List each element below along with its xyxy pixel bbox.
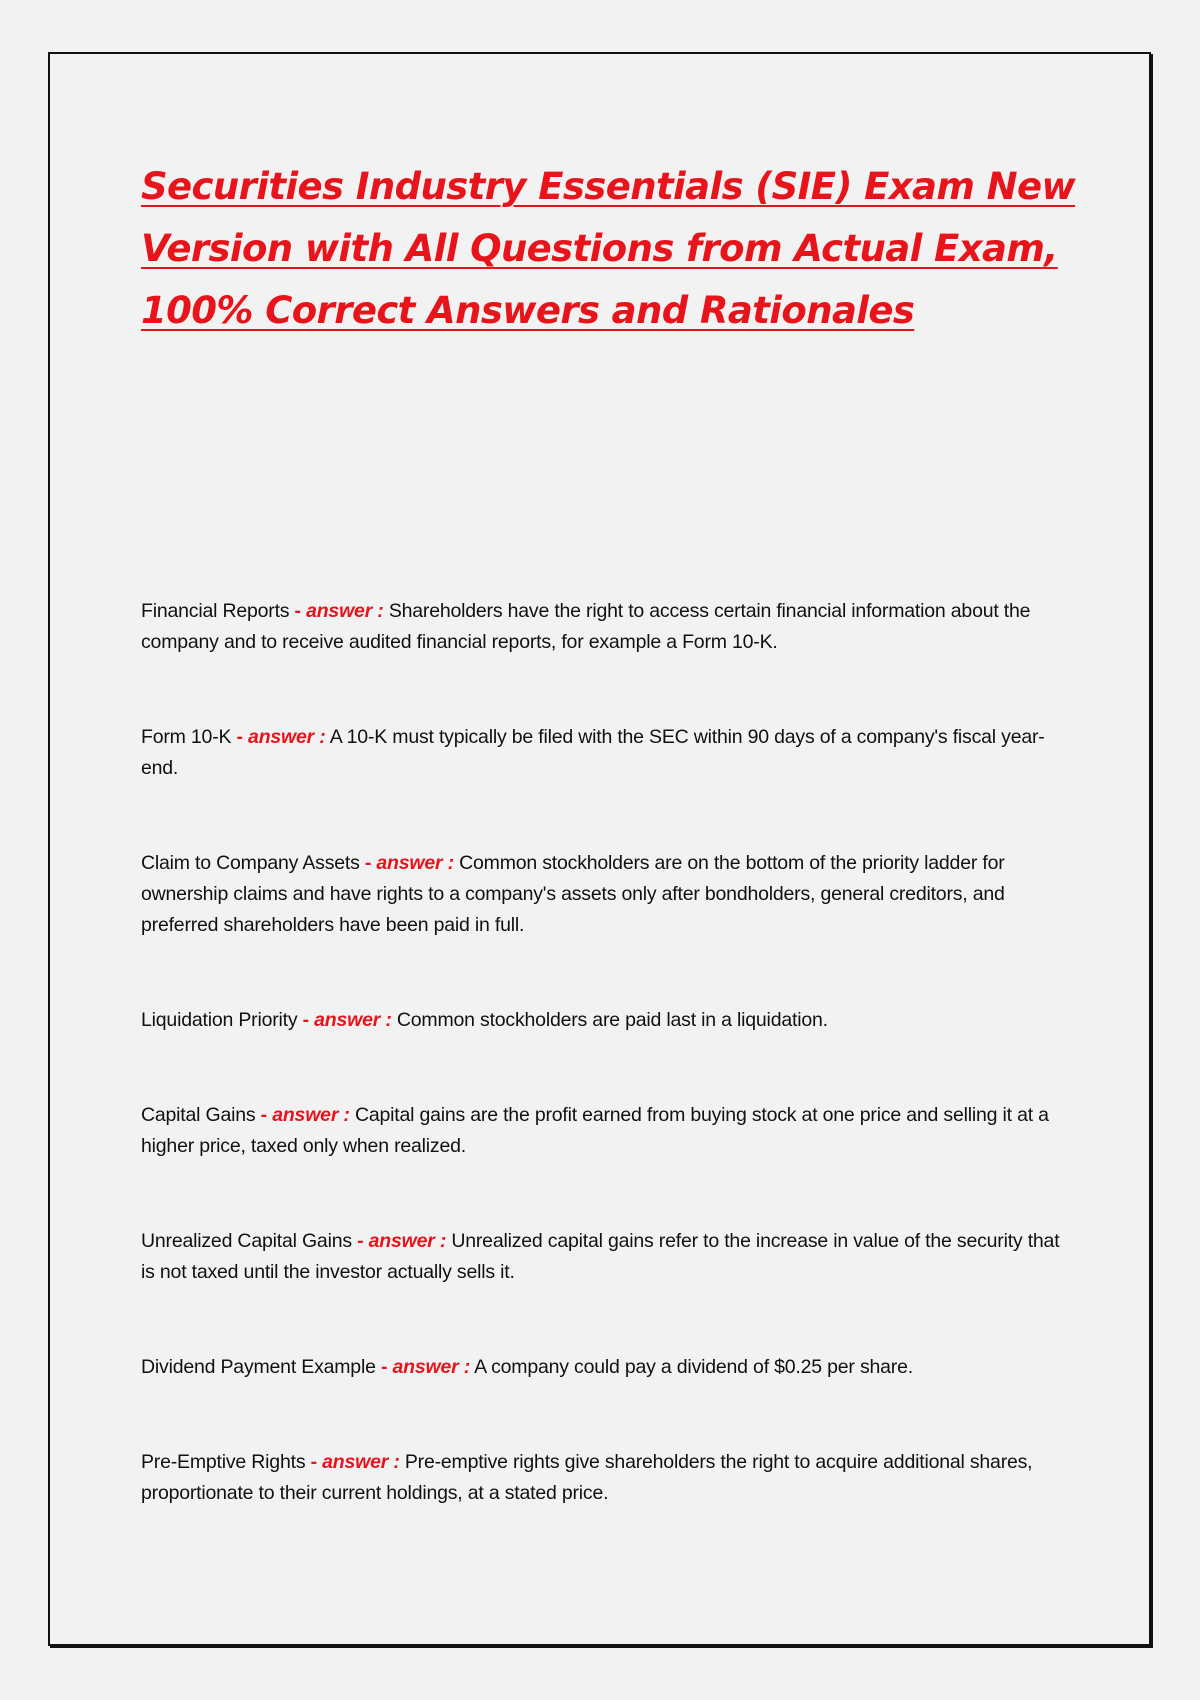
answer-label: answer : bbox=[306, 600, 384, 622]
qa-answer: Unrealized capital gains refer to the increase in value of the security that is not taxed until the investor actually sells it. bbox=[141, 1230, 1060, 1283]
answer-label: answer : bbox=[368, 1230, 447, 1252]
qa-separator: - bbox=[305, 1451, 323, 1473]
qa-entry bbox=[141, 596, 1061, 658]
answer-label: answer : bbox=[322, 1451, 400, 1473]
qa-answer: A 10-K must typically be filed with the SEC within 90 days of a company's fiscal year-end. bbox=[141, 726, 1045, 779]
qa-answer: Capital gains are the profit earned from buying stock at one price and selling it at a higher price, taxed only when realized. bbox=[141, 1104, 1049, 1157]
qa-answer: Common stockholders are paid last in a liquidation. bbox=[396, 1009, 828, 1031]
document-title: Securities Industry Essentials (SIE) Exam New Version with All Questions from Actual Exam, 100% Correct Answers and Rationales bbox=[141, 165, 1076, 332]
answer-label: answer : bbox=[248, 726, 326, 748]
answer-label: answer : bbox=[314, 1009, 392, 1031]
qa-separator: - bbox=[231, 726, 249, 748]
qa-separator: - bbox=[375, 1356, 393, 1378]
qa-entry bbox=[141, 1005, 1061, 1036]
qa-term: Liquidation Priority bbox=[141, 1009, 298, 1031]
qa-term: Capital Gains bbox=[141, 1104, 256, 1126]
qa-separator: - bbox=[359, 852, 377, 874]
answer-label: answer : bbox=[376, 852, 454, 874]
qa-entry bbox=[141, 1226, 1061, 1288]
qa-answer: Shareholders have the right to access certain financial information about the company and to receive audited financial reports, for example a Form 10-K. bbox=[141, 600, 1031, 653]
qa-separator: - bbox=[255, 1104, 273, 1126]
answer-label: answer : bbox=[272, 1104, 350, 1126]
qa-answer: A company could pay a dividend of $0.25 per share. bbox=[474, 1356, 913, 1378]
qa-answer: Common stockholders are on the bottom of the priority ladder for ownership claims and have rights to a company's assets only after bondholders, general creditors, and preferred shareholders have been paid in full. bbox=[141, 852, 1005, 936]
qa-term: Dividend Payment Example bbox=[141, 1356, 376, 1378]
qa-term: Claim to Company Assets bbox=[141, 852, 360, 874]
qa-entry bbox=[141, 722, 1061, 784]
qa-answer: Pre-emptive rights give shareholders the right to acquire additional shares, proportionate to their current holdings, at a stated price. bbox=[141, 1451, 1033, 1504]
qa-separator: - bbox=[351, 1230, 369, 1252]
answer-label: answer : bbox=[392, 1356, 470, 1378]
qa-entry bbox=[141, 1352, 1061, 1383]
qa-separator: - bbox=[289, 600, 307, 622]
qa-separator: - bbox=[297, 1009, 315, 1031]
qa-entry bbox=[141, 848, 1061, 941]
qa-term: Form 10-K bbox=[141, 726, 232, 748]
qa-entry bbox=[141, 1447, 1061, 1509]
qa-term: Pre-Emptive Rights bbox=[141, 1451, 306, 1473]
qa-list bbox=[141, 596, 1061, 1573]
qa-term: Financial Reports bbox=[141, 600, 290, 622]
qa-entry bbox=[141, 1100, 1061, 1162]
qa-term: Unrealized Capital Gains bbox=[141, 1230, 352, 1252]
